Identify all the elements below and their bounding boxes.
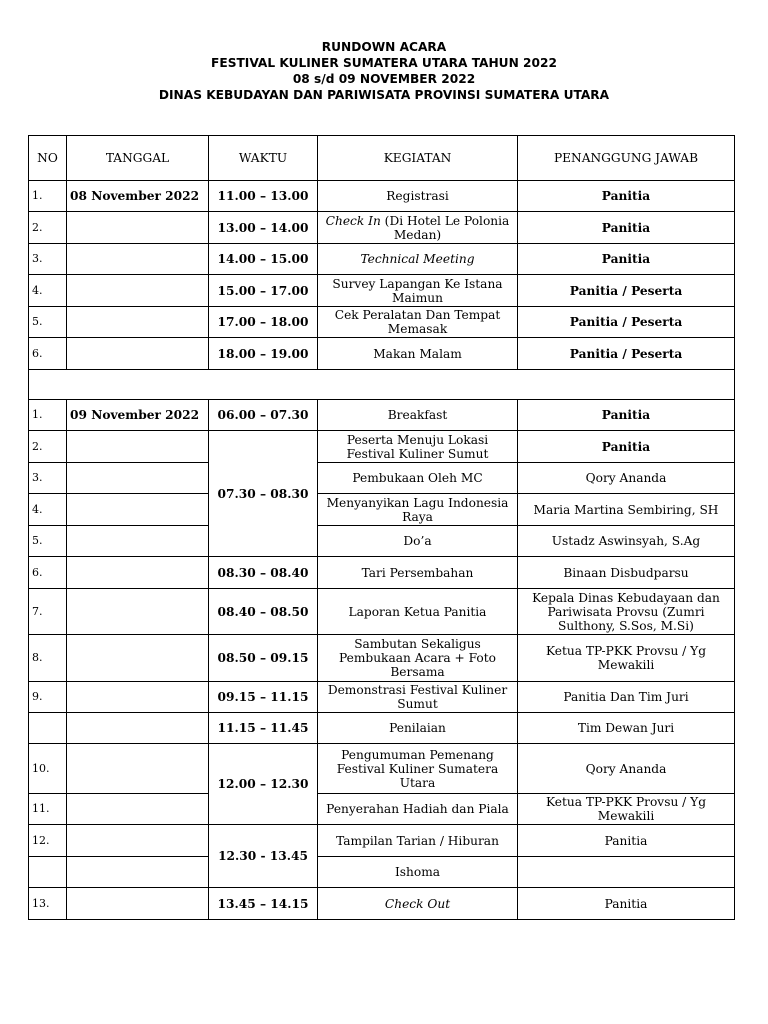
row-number: 6. — [29, 557, 67, 589]
row-activity: Ishoma — [318, 857, 518, 888]
row-pic: Ustadz Aswinsyah, S.Ag — [518, 526, 735, 557]
row-date — [67, 307, 209, 338]
row-date — [67, 557, 209, 589]
day-separator — [29, 370, 735, 400]
row-date — [67, 682, 209, 713]
column-header-waktu: WAKTU — [209, 136, 318, 181]
row-date — [67, 635, 209, 682]
row-time: 12.30 - 13.45 — [209, 825, 318, 888]
row-date — [67, 589, 209, 635]
table-row — [29, 244, 735, 275]
table-row — [29, 857, 735, 888]
table-row — [29, 431, 735, 463]
rundown-table — [28, 135, 735, 920]
row-time: 11.15 – 11.45 — [209, 713, 318, 744]
row-activity — [318, 244, 518, 275]
row-activity: Peserta Menuju Lokasi Festival Kuliner Sumut — [318, 431, 518, 463]
row-date — [67, 431, 209, 463]
row-date — [67, 463, 209, 494]
table-row — [29, 744, 735, 794]
column-header-no: NO — [29, 136, 67, 181]
table-row — [29, 212, 735, 244]
header-title: RUNDOWN ACARA — [321, 40, 447, 54]
row-number: 12. — [29, 825, 67, 857]
row-activity: Survey Lapangan Ke Istana Maimun — [318, 275, 518, 307]
row-time: 08.30 – 08.40 — [209, 557, 318, 589]
row-number: 8. — [29, 635, 67, 682]
row-date — [67, 338, 209, 370]
row-number: 2. — [29, 431, 67, 463]
row-number: 10. — [29, 744, 67, 794]
row-pic: Tim Dewan Juri — [518, 713, 735, 744]
row-time: 15.00 – 17.00 — [209, 275, 318, 307]
row-date: 09 November 2022 — [67, 400, 209, 431]
row-time: 13.45 – 14.15 — [209, 888, 318, 920]
row-pic: Panitia — [518, 212, 735, 244]
row-number: 1. — [29, 400, 67, 431]
row-time: 09.15 – 11.15 — [209, 682, 318, 713]
header-organizer: DINAS KEBUDAYAN DAN PARIWISATA PROVINSI SUMATERA UTARA — [158, 88, 610, 102]
row-activity: Pembukaan Oleh MC — [318, 463, 518, 494]
row-date — [67, 713, 209, 744]
table-row — [29, 400, 735, 431]
table-row — [29, 888, 735, 920]
row-pic: Qory Ananda — [518, 463, 735, 494]
row-pic: Panitia — [518, 825, 735, 857]
row-pic: Panitia / Peserta — [518, 275, 735, 307]
row-pic: Panitia — [518, 888, 735, 920]
row-number: 2. — [29, 212, 67, 244]
table-row — [29, 589, 735, 635]
row-activity: Tari Persembahan — [318, 557, 518, 589]
row-number: 4. — [29, 494, 67, 526]
row-pic: Panitia — [518, 400, 735, 431]
row-time: 18.00 – 19.00 — [209, 338, 318, 370]
table-row — [29, 713, 735, 744]
row-date — [67, 744, 209, 794]
row-pic: Panitia Dan Tim Juri — [518, 682, 735, 713]
row-pic: Panitia — [518, 181, 735, 212]
column-header-kegiatan: KEGIATAN — [318, 136, 518, 181]
row-number: 13. — [29, 888, 67, 920]
row-date — [67, 526, 209, 557]
row-number: 6. — [29, 338, 67, 370]
row-activity: Makan Malam — [318, 338, 518, 370]
row-activity: Sambutan Sekaligus Pembukaan Acara + Foto Bersama — [318, 635, 518, 682]
row-pic: Panitia / Peserta — [518, 338, 735, 370]
row-date — [67, 825, 209, 857]
row-date: 08 November 2022 — [67, 181, 209, 212]
table-row — [29, 181, 735, 212]
row-number: 3. — [29, 244, 67, 275]
row-pic: Ketua TP-PKK Provsu / Yg Mewakili — [518, 794, 735, 825]
row-activity: Tampilan Tarian / Hiburan — [318, 825, 518, 857]
row-pic: Panitia — [518, 431, 735, 463]
day-separator-row — [29, 370, 735, 400]
row-time: 17.00 – 18.00 — [209, 307, 318, 338]
table-row — [29, 494, 735, 526]
table-row — [29, 275, 735, 307]
table-row — [29, 682, 735, 713]
document-header — [0, 39, 768, 103]
row-number: 3. — [29, 463, 67, 494]
row-pic: Kepala Dinas Kebudayaan dan Pariwisata Provsu (Zumri Sulthony, S.Sos, M.Si) — [518, 589, 735, 635]
row-date — [67, 244, 209, 275]
row-date — [67, 857, 209, 888]
row-activity: Cek Peralatan Dan Tempat Memasak — [318, 307, 518, 338]
table-row — [29, 794, 735, 825]
row-date — [67, 494, 209, 526]
row-time: 13.00 – 14.00 — [209, 212, 318, 244]
row-pic: Panitia / Peserta — [518, 307, 735, 338]
row-activity: Menyanyikan Lagu Indonesia Raya — [318, 494, 518, 526]
header-date-range: 08 s/d 09 NOVEMBER 2022 — [292, 72, 476, 86]
row-activity: Penyerahan Hadiah dan Piala — [318, 794, 518, 825]
table-row — [29, 635, 735, 682]
row-time: 07.30 – 08.30 — [209, 431, 318, 557]
row-number: 7. — [29, 589, 67, 635]
row-date — [67, 794, 209, 825]
row-pic — [518, 857, 735, 888]
row-date — [67, 888, 209, 920]
row-time: 12.00 – 12.30 — [209, 744, 318, 825]
row-number: 4. — [29, 275, 67, 307]
row-number: 9. — [29, 682, 67, 713]
table-row — [29, 557, 735, 589]
row-pic: Binaan Disbudparsu — [518, 557, 735, 589]
row-pic: Maria Martina Sembiring, SH — [518, 494, 735, 526]
table-row — [29, 526, 735, 557]
row-number: 5. — [29, 307, 67, 338]
row-activity — [318, 888, 518, 920]
row-activity-italic: Technical Meeting — [360, 252, 475, 266]
row-number: 11. — [29, 794, 67, 825]
row-date — [67, 275, 209, 307]
header-event-name: FESTIVAL KULINER SUMATERA UTARA TAHUN 2022 — [211, 56, 557, 70]
row-number: 1. — [29, 181, 67, 212]
table-row — [29, 825, 735, 857]
row-date — [67, 212, 209, 244]
row-number: 5. — [29, 526, 67, 557]
row-activity — [318, 212, 518, 244]
table-header-row — [29, 136, 735, 181]
column-header-penanggung-jawab: PENANGGUNG JAWAB — [518, 136, 735, 181]
row-number — [29, 857, 67, 888]
row-pic: Panitia — [518, 244, 735, 275]
row-time: 11.00 – 13.00 — [209, 181, 318, 212]
row-activity: Demonstrasi Festival Kuliner Sumut — [318, 682, 518, 713]
row-time: 06.00 – 07.30 — [209, 400, 318, 431]
row-activity-italic: Check Out — [384, 896, 451, 911]
row-activity-italic: Check In — [325, 213, 381, 228]
row-activity: Penilaian — [318, 713, 518, 744]
table-row — [29, 307, 735, 338]
row-time: 14.00 – 15.00 — [209, 244, 318, 275]
row-activity: Pengumuman Pemenang Festival Kuliner Sumatera Utara — [318, 744, 518, 794]
row-pic: Ketua TP-PKK Provsu / Yg Mewakili — [518, 635, 735, 682]
table-row — [29, 338, 735, 370]
row-number — [29, 713, 67, 744]
row-activity: Registrasi — [318, 181, 518, 212]
row-time: 08.40 – 08.50 — [209, 589, 318, 635]
row-activity: Do’a — [318, 526, 518, 557]
row-activity-rest: (Di Hotel Le Polonia Medan) — [380, 213, 510, 242]
row-pic: Qory Ananda — [518, 744, 735, 794]
row-activity: Breakfast — [318, 400, 518, 431]
row-activity: Laporan Ketua Panitia — [318, 589, 518, 635]
row-time: 08.50 – 09.15 — [209, 635, 318, 682]
table-row — [29, 463, 735, 494]
column-header-tanggal: TANGGAL — [67, 136, 209, 181]
